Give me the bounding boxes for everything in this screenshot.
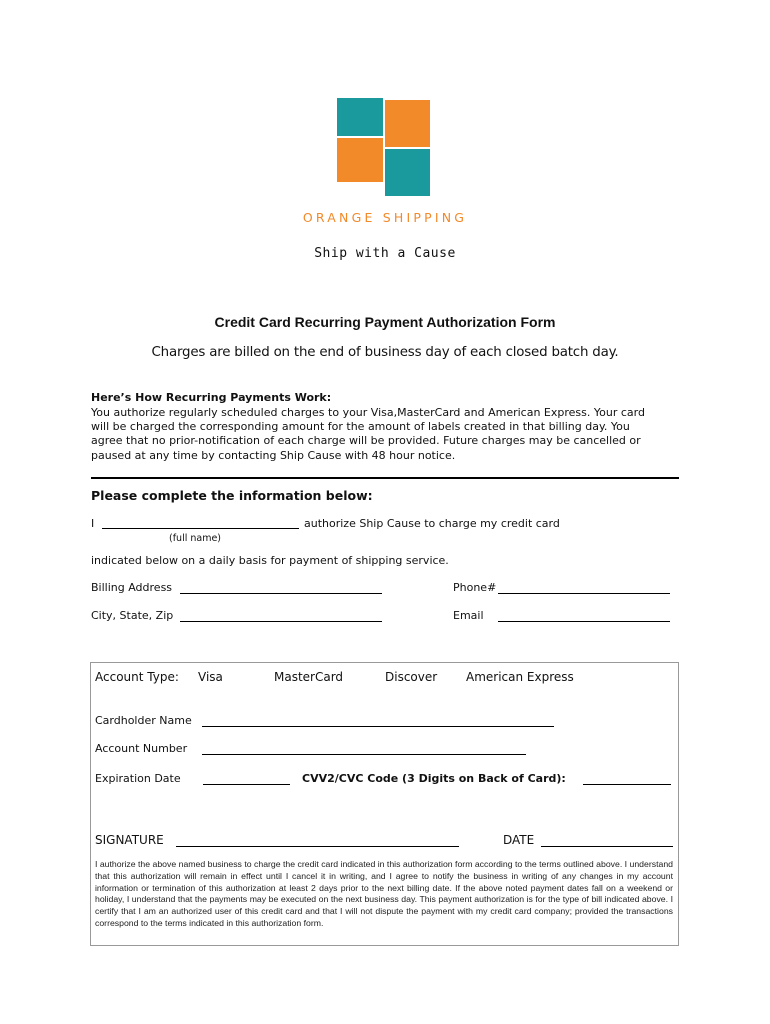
full-name-field[interactable] (102, 516, 299, 529)
how-it-works-line: You authorize regularly scheduled charges to your Visa,MasterCard and American Express. Your card (91, 406, 645, 419)
date-field[interactable] (541, 832, 673, 847)
account-type-amex[interactable]: American Express (466, 670, 574, 684)
account-type-visa[interactable]: Visa (198, 670, 223, 684)
full-name-hint: (full name) (169, 533, 222, 544)
i-label: I (91, 517, 95, 530)
section-divider (91, 477, 679, 479)
brand-tagline: Ship with a Cause (314, 246, 456, 261)
form-title: Credit Card Recurring Payment Authorization Form (214, 314, 556, 330)
expiration-date-field[interactable] (203, 771, 290, 785)
cardholder-name-field[interactable] (202, 713, 554, 727)
brand-name: ORANGE SHIPPING (302, 210, 468, 225)
indicated-text: indicated below on a daily basis for payment of shipping service. (91, 554, 449, 567)
city-state-zip-field[interactable] (180, 608, 382, 622)
account-type-discover[interactable]: Discover (385, 670, 438, 684)
cvv-field[interactable] (583, 771, 671, 785)
billing-address-field[interactable] (180, 580, 382, 594)
logo-square-teal-top (337, 98, 383, 136)
how-it-works-line: paused at any time by contacting Ship Cause with 48 hour notice. (91, 449, 456, 462)
date-label: DATE (503, 833, 535, 847)
signature-field[interactable] (176, 832, 459, 847)
logo-square-orange-bottom (337, 138, 383, 182)
account-number-label: Account Number (95, 742, 188, 755)
logo-square-teal-bottom (385, 149, 430, 196)
signature-label: SIGNATURE (95, 833, 164, 847)
cvv-label: CVV2/CVC Code (3 Digits on Back of Card): (302, 772, 566, 785)
info-heading: Please complete the information below: (91, 488, 373, 503)
how-it-works-line: will be charged the corresponding amount for the amount of labels created in that billing day. You (91, 420, 630, 433)
authorize-text: authorize Ship Cause to charge my credit card (304, 517, 560, 530)
billing-address-label: Billing Address (91, 581, 173, 594)
email-label: Email (453, 609, 484, 622)
account-type-mastercard[interactable]: MasterCard (274, 670, 344, 684)
authorization-fine-print: I authorize the above named business to charge the credit card indicated in this authorization form according to the terms outlined above. I understand that this authorization will remain in effect until I cancel it in writing, and I agree to notify the business in writing of any changes in my account information or termination of this authorization at least 2 days prior to the next billing date. If the above noted payment dates fall on a weekend or holiday, I understand that the payments may be executed on the next business day. This payment authorization is for the type of bill indicated above. I certify that I am an authorized user of this credit card and that I will not dispute the payment with my credit card company; provided the transactions correspond to the terms indicated in this authorization form. (95, 859, 673, 928)
account-type-label: Account Type: (95, 670, 179, 684)
expiration-date-label: Expiration Date (95, 772, 181, 785)
phone-field[interactable] (498, 580, 670, 594)
cardholder-name-label: Cardholder Name (95, 714, 192, 727)
form-subtitle: Charges are billed on the end of business day of each closed batch day. (151, 345, 619, 360)
city-state-zip-label: City, State, Zip (91, 609, 174, 622)
orange-shipping-logo (337, 98, 432, 196)
account-number-field[interactable] (202, 741, 526, 755)
how-it-works-heading: Here’s How Recurring Payments Work: (91, 391, 332, 404)
email-field[interactable] (498, 608, 670, 622)
logo-square-orange-top (385, 100, 430, 147)
phone-label: Phone# (453, 581, 497, 594)
how-it-works-line: agree that no prior-notification of each charge will be provided. Future charges may be cancelled or (91, 434, 641, 447)
